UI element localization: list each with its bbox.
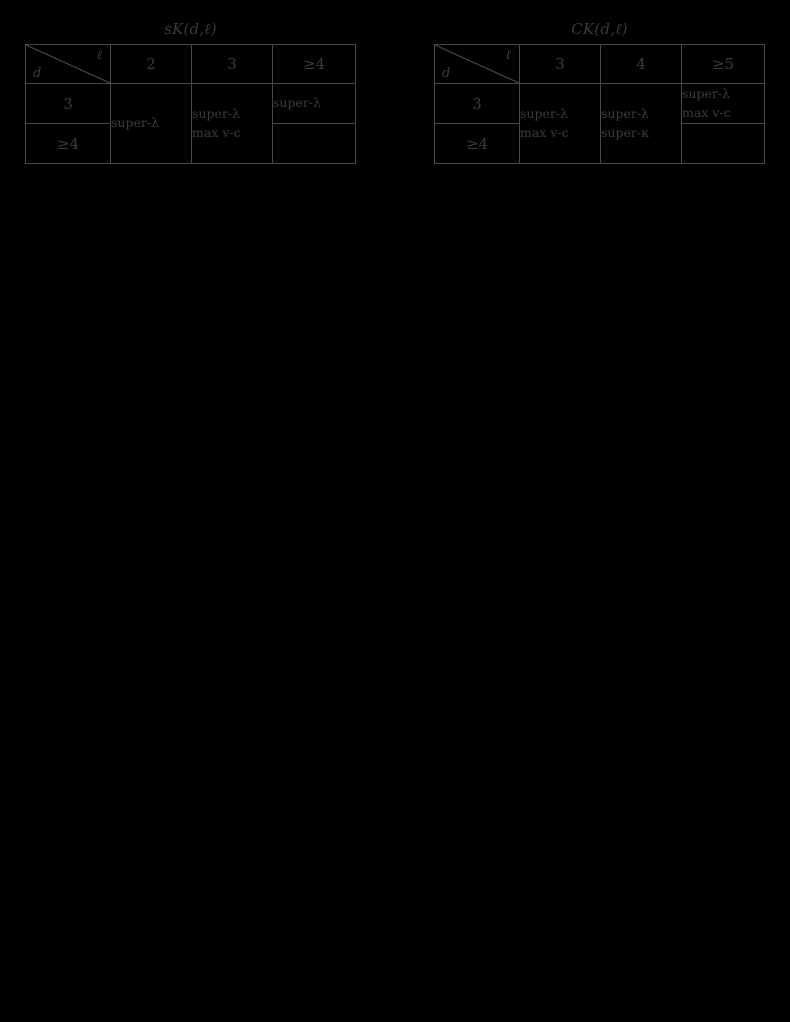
cell-line-1: super-λ (601, 106, 649, 122)
cell-d3-l2: super-λ (111, 84, 192, 164)
row-header-2: ≥4 (435, 124, 520, 164)
row-header-2: ≥4 (26, 124, 111, 164)
sk-table (25, 44, 356, 164)
table-row (435, 45, 765, 84)
cell-line-2: max v-c (192, 124, 241, 140)
cell-d3-lge5 (682, 84, 765, 124)
cell-line-1: super-λ (520, 106, 568, 122)
row-header-1: 3 (435, 84, 520, 124)
cell-dge4-lge5 (682, 124, 765, 164)
cell-line-2: super-κ (601, 124, 649, 140)
cell-d3-l4 (601, 84, 682, 164)
column-header-3: ≥4 (273, 45, 356, 84)
column-header-2: 3 (192, 45, 273, 84)
cell-d3-l3 (520, 84, 601, 164)
corner-col-label: ℓ (96, 48, 102, 63)
sk-table-block (25, 20, 356, 164)
cell-dge4-lge4 (273, 124, 356, 164)
corner-row-label: d (33, 66, 42, 81)
column-header-3: ≥5 (682, 45, 765, 84)
sk-table-caption: sK(d,ℓ) (164, 20, 217, 38)
corner-row-label: d (442, 66, 451, 81)
row-header-1: 3 (26, 84, 111, 124)
cell-line-2: max v-c (520, 124, 569, 140)
table-row (26, 45, 356, 84)
table-row (26, 84, 356, 124)
cell-line-1: super-λ (682, 86, 730, 102)
cell-line-1: super-λ (192, 106, 240, 122)
column-header-1: 2 (111, 45, 192, 84)
column-header-2: 4 (601, 45, 682, 84)
ck-table-block (434, 20, 765, 164)
ck-table-caption: CK(d,ℓ) (571, 20, 628, 38)
cell-d3-lge4: super-λ (273, 84, 356, 124)
table-row (435, 84, 765, 124)
cell-line-2: max v-c (682, 104, 731, 120)
corner-header-cell (26, 45, 111, 84)
ck-table (434, 44, 765, 164)
corner-header-cell (435, 45, 520, 84)
corner-col-label: ℓ (505, 48, 511, 63)
cell-d3-l3 (192, 84, 273, 164)
column-header-1: 3 (520, 45, 601, 84)
